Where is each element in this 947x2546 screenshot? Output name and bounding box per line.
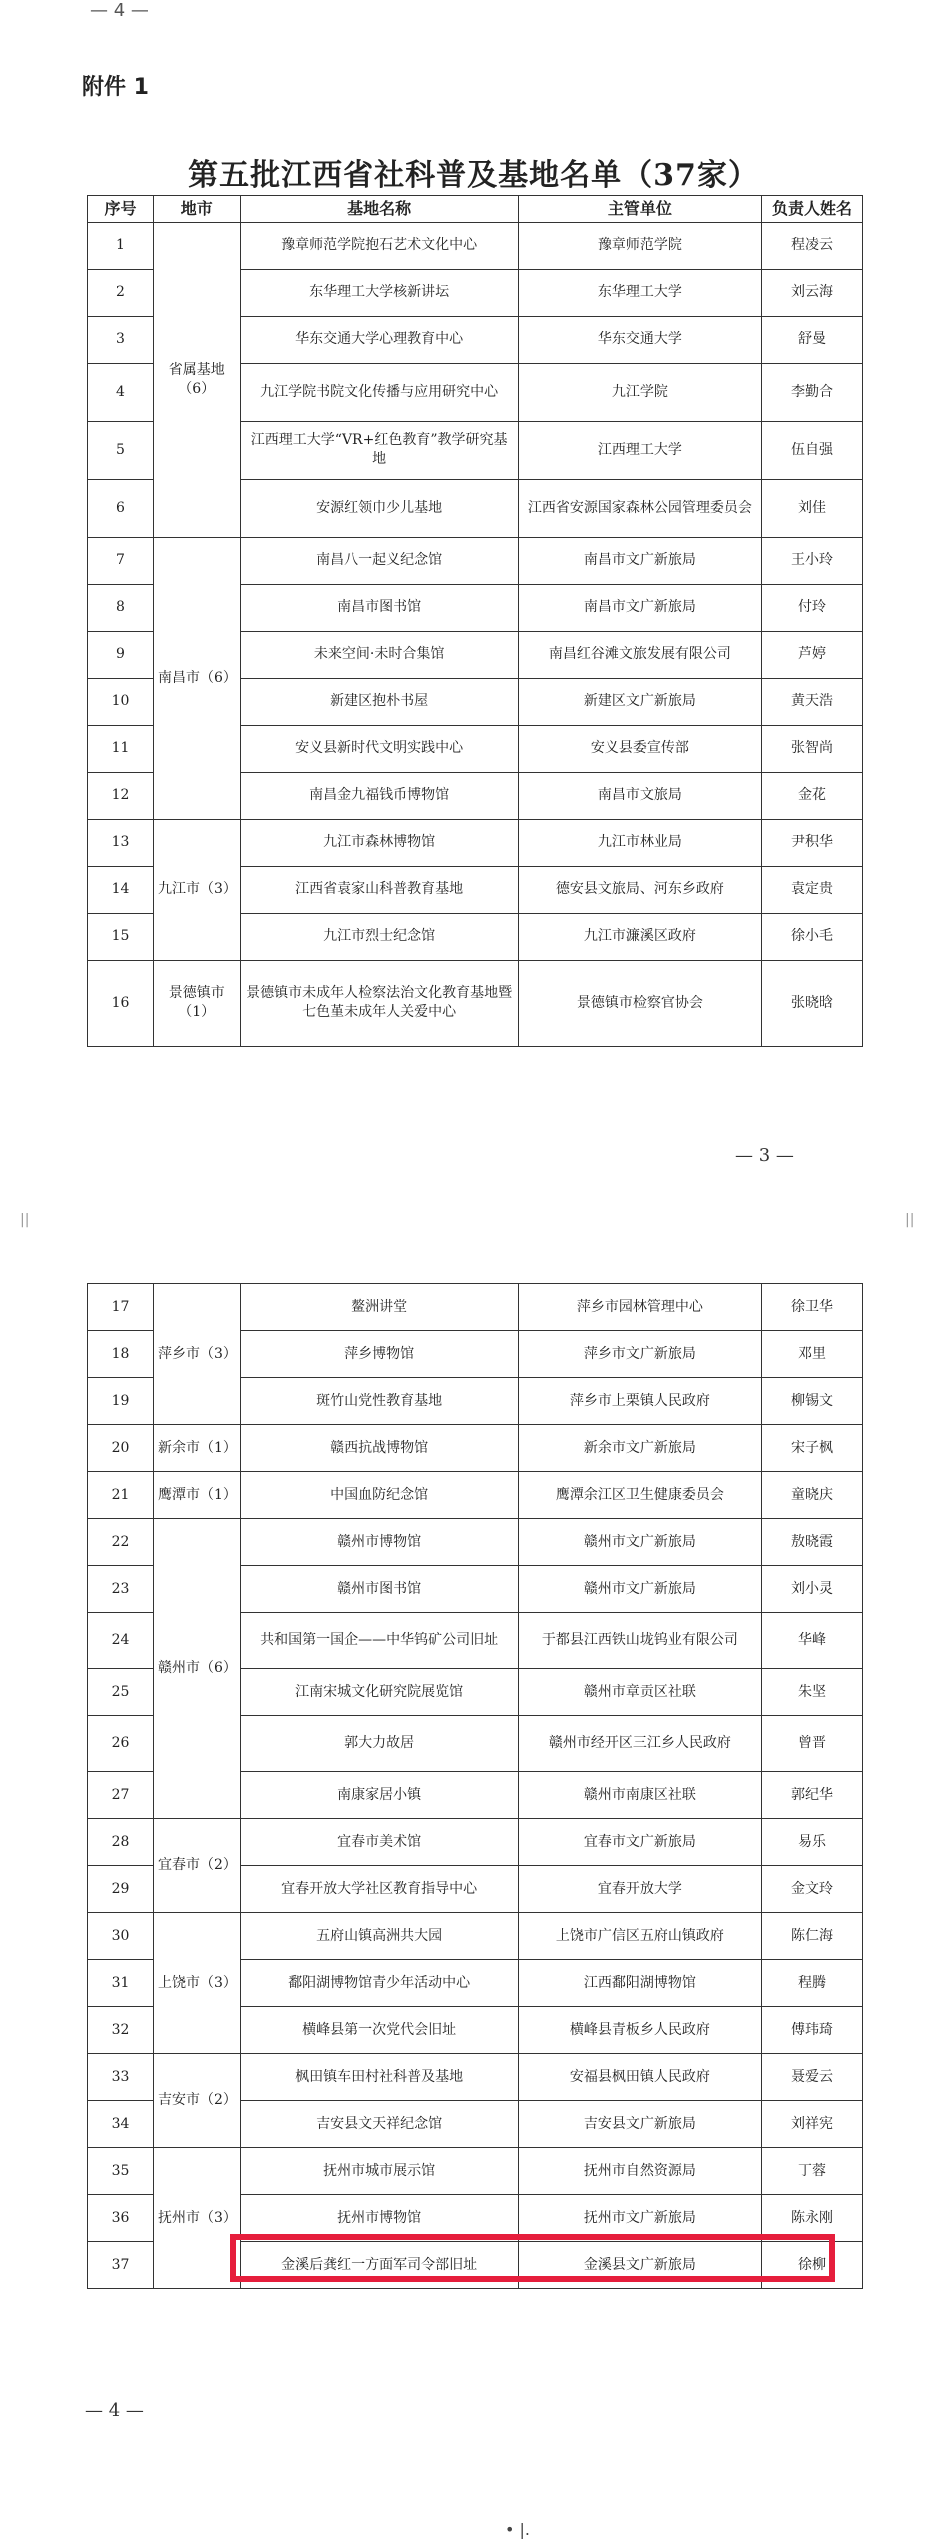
person-in-charge: 童晓庆 <box>761 1472 862 1519</box>
person-in-charge: 刘佳 <box>761 479 862 537</box>
base-name: 九江市森林博物馆 <box>240 819 518 866</box>
row-number: 27 <box>88 1772 154 1819</box>
row-number: 35 <box>88 2148 154 2195</box>
row-number: 2 <box>88 269 154 316</box>
person-in-charge: 李勤合 <box>761 363 862 421</box>
base-name: 赣西抗战博物馆 <box>240 1425 518 1472</box>
supervising-unit: 赣州市文广新旅局 <box>518 1566 761 1613</box>
supervising-unit: 新建区文广新旅局 <box>518 678 761 725</box>
city-cell: 赣州市（6） <box>153 1519 240 1819</box>
city-cell: 宜春市（2） <box>153 1819 240 1913</box>
table-row <box>88 2054 863 2101</box>
person-in-charge: 徐柳 <box>761 2242 862 2289</box>
row-number: 15 <box>88 913 154 960</box>
base-name: 九江学院书院文化传播与应用研究中心 <box>240 363 518 421</box>
row-number: 3 <box>88 316 154 363</box>
supervising-unit: 赣州市章贡区社联 <box>518 1669 761 1716</box>
row-number: 17 <box>88 1284 154 1331</box>
row-number: 34 <box>88 2101 154 2148</box>
person-in-charge: 聂爱云 <box>761 2054 862 2101</box>
row-number: 10 <box>88 678 154 725</box>
row-number: 32 <box>88 2007 154 2054</box>
base-name: 南昌市图书馆 <box>240 584 518 631</box>
base-name: 宜春市美术馆 <box>240 1819 518 1866</box>
table-row <box>88 819 863 866</box>
person-in-charge: 金文玲 <box>761 1866 862 1913</box>
table-body-part2 <box>88 1284 863 2289</box>
row-number: 24 <box>88 1613 154 1669</box>
supervising-unit: 金溪县文广新旅局 <box>518 2242 761 2289</box>
person-in-charge: 金花 <box>761 772 862 819</box>
city-cell: 九江市（3） <box>153 819 240 960</box>
base-name: 豫章师范学院抱石艺术文化中心 <box>240 222 518 269</box>
person-in-charge: 宋子枫 <box>761 1425 862 1472</box>
base-name: 横峰县第一次党代会旧址 <box>240 2007 518 2054</box>
supervising-unit: 九江市林业局 <box>518 819 761 866</box>
top-page-mark: — 4 — <box>90 0 149 21</box>
person-in-charge: 付玲 <box>761 584 862 631</box>
row-number: 11 <box>88 725 154 772</box>
person-in-charge: 袁定贵 <box>761 866 862 913</box>
row-number: 9 <box>88 631 154 678</box>
base-name: 枫田镇车田村社科普及基地 <box>240 2054 518 2101</box>
base-name: 吉安县文天祥纪念馆 <box>240 2101 518 2148</box>
base-name: 萍乡博物馆 <box>240 1331 518 1378</box>
person-in-charge: 程凌云 <box>761 222 862 269</box>
person-in-charge: 曾晋 <box>761 1716 862 1772</box>
supervising-unit: 华东交通大学 <box>518 316 761 363</box>
person-in-charge: 伍自强 <box>761 421 862 479</box>
supervising-unit: 江西理工大学 <box>518 421 761 479</box>
row-number: 14 <box>88 866 154 913</box>
row-number: 29 <box>88 1866 154 1913</box>
supervising-unit: 宜春市文广新旅局 <box>518 1819 761 1866</box>
supervising-unit: 新余市文广新旅局 <box>518 1425 761 1472</box>
base-name: 宜春开放大学社区教育指导中心 <box>240 1866 518 1913</box>
base-name: 斑竹山党性教育基地 <box>240 1378 518 1425</box>
table-row <box>88 1425 863 1472</box>
supervising-unit: 赣州市经开区三江乡人民政府 <box>518 1716 761 1772</box>
base-name: 南昌八一起义纪念馆 <box>240 537 518 584</box>
supervising-unit: 萍乡市上栗镇人民政府 <box>518 1378 761 1425</box>
supervising-unit: 南昌市文广新旅局 <box>518 584 761 631</box>
person-in-charge: 刘祥宪 <box>761 2101 862 2148</box>
supervising-unit: 江西省安源国家森林公园管理委员会 <box>518 479 761 537</box>
row-number: 13 <box>88 819 154 866</box>
supervising-unit: 九江市濂溪区政府 <box>518 913 761 960</box>
table-row <box>88 960 863 1046</box>
supervising-unit: 抚州市文广新旅局 <box>518 2195 761 2242</box>
base-name: 未来空间·未时合集馆 <box>240 631 518 678</box>
base-list-table-part2 <box>87 1283 863 2289</box>
row-number: 37 <box>88 2242 154 2289</box>
base-name: 共和国第一国企——中华钨矿公司旧址 <box>240 1613 518 1669</box>
person-in-charge: 华峰 <box>761 1613 862 1669</box>
supervising-unit: 东华理工大学 <box>518 269 761 316</box>
supervising-unit: 德安县文旅局、河东乡政府 <box>518 866 761 913</box>
supervising-unit: 萍乡市园林管理中心 <box>518 1284 761 1331</box>
city-cell: 鹰潭市（1） <box>153 1472 240 1519</box>
person-in-charge: 徐卫华 <box>761 1284 862 1331</box>
supervising-unit: 上饶市广信区五府山镇政府 <box>518 1913 761 1960</box>
supervising-unit: 赣州市南康区社联 <box>518 1772 761 1819</box>
table-row <box>88 1519 863 1566</box>
supervising-unit: 安福县枫田镇人民政府 <box>518 2054 761 2101</box>
supervising-unit: 鹰潭余江区卫生健康委员会 <box>518 1472 761 1519</box>
supervising-unit: 横峰县青板乡人民政府 <box>518 2007 761 2054</box>
person-in-charge: 敖晓霞 <box>761 1519 862 1566</box>
supervising-unit: 赣州市文广新旅局 <box>518 1519 761 1566</box>
row-number: 31 <box>88 1960 154 2007</box>
base-name: 江南宋城文化研究院展览馆 <box>240 1669 518 1716</box>
person-in-charge: 易乐 <box>761 1819 862 1866</box>
page-number-3: — 3 — <box>735 1145 794 1166</box>
supervising-unit: 安义县委宣传部 <box>518 725 761 772</box>
city-cell: 新余市（1） <box>153 1425 240 1472</box>
base-name: 安义县新时代文明实践中心 <box>240 725 518 772</box>
supervising-unit: 于都县江西铁山垅钨业有限公司 <box>518 1613 761 1669</box>
supervising-unit: 南昌市文广新旅局 <box>518 537 761 584</box>
supervising-unit: 江西鄱阳湖博物馆 <box>518 1960 761 2007</box>
person-in-charge: 黄天浩 <box>761 678 862 725</box>
row-number: 25 <box>88 1669 154 1716</box>
person-in-charge: 舒曼 <box>761 316 862 363</box>
city-cell: 吉安市（2） <box>153 2054 240 2148</box>
base-name: 鄱阳湖博物馆青少年活动中心 <box>240 1960 518 2007</box>
table-row <box>88 1472 863 1519</box>
person-in-charge: 傅玮琦 <box>761 2007 862 2054</box>
base-name: 南康家居小镇 <box>240 1772 518 1819</box>
header-no: 序号 <box>88 196 154 223</box>
person-in-charge: 刘小灵 <box>761 1566 862 1613</box>
row-number: 19 <box>88 1378 154 1425</box>
row-number: 20 <box>88 1425 154 1472</box>
row-number: 28 <box>88 1819 154 1866</box>
base-name: 抚州市城市展示馆 <box>240 2148 518 2195</box>
person-in-charge: 丁蓉 <box>761 2148 862 2195</box>
base-name: 赣州市图书馆 <box>240 1566 518 1613</box>
person-in-charge: 徐小毛 <box>761 913 862 960</box>
person-in-charge: 邓里 <box>761 1331 862 1378</box>
row-number: 7 <box>88 537 154 584</box>
row-number: 6 <box>88 479 154 537</box>
supervising-unit: 吉安县文广新旅局 <box>518 2101 761 2148</box>
base-name: 金溪后龚红一方面军司令部旧址 <box>240 2242 518 2289</box>
row-number: 5 <box>88 421 154 479</box>
person-in-charge: 陈永刚 <box>761 2195 862 2242</box>
row-number: 8 <box>88 584 154 631</box>
row-number: 21 <box>88 1472 154 1519</box>
person-in-charge: 王小玲 <box>761 537 862 584</box>
row-number: 36 <box>88 2195 154 2242</box>
header-supervisor: 主管单位 <box>518 196 761 223</box>
base-name: 安源红领巾少儿基地 <box>240 479 518 537</box>
row-number: 23 <box>88 1566 154 1613</box>
person-in-charge: 芦婷 <box>761 631 862 678</box>
base-name: 江西省袁家山科普教育基地 <box>240 866 518 913</box>
person-in-charge: 朱坚 <box>761 1669 862 1716</box>
row-number: 33 <box>88 2054 154 2101</box>
base-name: 赣州市博物馆 <box>240 1519 518 1566</box>
attachment-label: 附件 1 <box>82 75 149 100</box>
page-3 <box>0 0 947 1180</box>
person-in-charge: 张晓晗 <box>761 960 862 1046</box>
row-number: 1 <box>88 222 154 269</box>
person-in-charge: 张智尚 <box>761 725 862 772</box>
person-in-charge: 柳锡文 <box>761 1378 862 1425</box>
table-row <box>88 222 863 269</box>
city-cell: 萍乡市（3） <box>153 1284 240 1425</box>
base-name: 东华理工大学核新讲坛 <box>240 269 518 316</box>
supervising-unit: 豫章师范学院 <box>518 222 761 269</box>
base-name: 华东交通大学心理教育中心 <box>240 316 518 363</box>
supervising-unit: 抚州市自然资源局 <box>518 2148 761 2195</box>
table-row <box>88 1284 863 1331</box>
base-name: 抚州市博物馆 <box>240 2195 518 2242</box>
base-name: 鳌洲讲堂 <box>240 1284 518 1331</box>
row-number: 16 <box>88 960 154 1046</box>
scan-mark-right: || <box>905 1212 915 1228</box>
document-title: 第五批江西省社科普及基地名单（37家） <box>188 158 759 193</box>
base-name: 郭大力故居 <box>240 1716 518 1772</box>
person-in-charge: 陈仁海 <box>761 1913 862 1960</box>
base-name: 新建区抱朴书屋 <box>240 678 518 725</box>
city-cell: 省属基地（6） <box>153 222 240 537</box>
city-cell: 上饶市（3） <box>153 1913 240 2054</box>
supervising-unit: 九江学院 <box>518 363 761 421</box>
base-list-table-part1 <box>87 195 863 1047</box>
base-name: 景德镇市未成年人检察法治文化教育基地暨七色堇未成年人关爱中心 <box>240 960 518 1046</box>
table-row <box>88 1913 863 1960</box>
bottom-scan-mark: • |. <box>505 2520 530 2539</box>
table-body-part1 <box>88 222 863 1046</box>
city-cell: 抚州市（3） <box>153 2148 240 2289</box>
base-name: 九江市烈士纪念馆 <box>240 913 518 960</box>
base-name: 南昌金九福钱币博物馆 <box>240 772 518 819</box>
row-number: 18 <box>88 1331 154 1378</box>
table-row <box>88 537 863 584</box>
person-in-charge: 刘云海 <box>761 269 862 316</box>
person-in-charge: 尹积华 <box>761 819 862 866</box>
table-header-row <box>88 196 863 223</box>
city-cell: 景德镇市（1） <box>153 960 240 1046</box>
person-in-charge: 程腾 <box>761 1960 862 2007</box>
table-row <box>88 1819 863 1866</box>
row-number: 26 <box>88 1716 154 1772</box>
header-person: 负责人姓名 <box>761 196 862 223</box>
base-name: 江西理工大学“VR+红色教育”教学研究基地 <box>240 421 518 479</box>
row-number: 30 <box>88 1913 154 1960</box>
scan-mark-left: || <box>20 1212 30 1228</box>
row-number: 4 <box>88 363 154 421</box>
table-row <box>88 2148 863 2195</box>
base-name: 中国血防纪念馆 <box>240 1472 518 1519</box>
supervising-unit: 南昌红谷滩文旅发展有限公司 <box>518 631 761 678</box>
header-base-name: 基地名称 <box>240 196 518 223</box>
supervising-unit: 南昌市文旅局 <box>518 772 761 819</box>
row-number: 22 <box>88 1519 154 1566</box>
supervising-unit: 宜春开放大学 <box>518 1866 761 1913</box>
row-number: 12 <box>88 772 154 819</box>
supervising-unit: 景德镇市检察官协会 <box>518 960 761 1046</box>
base-name: 五府山镇高洲共大园 <box>240 1913 518 1960</box>
page-number-4: — 4 — <box>85 2400 144 2421</box>
person-in-charge: 郭纪华 <box>761 1772 862 1819</box>
city-cell: 南昌市（6） <box>153 537 240 819</box>
supervising-unit: 萍乡市文广新旅局 <box>518 1331 761 1378</box>
header-city: 地市 <box>153 196 240 223</box>
